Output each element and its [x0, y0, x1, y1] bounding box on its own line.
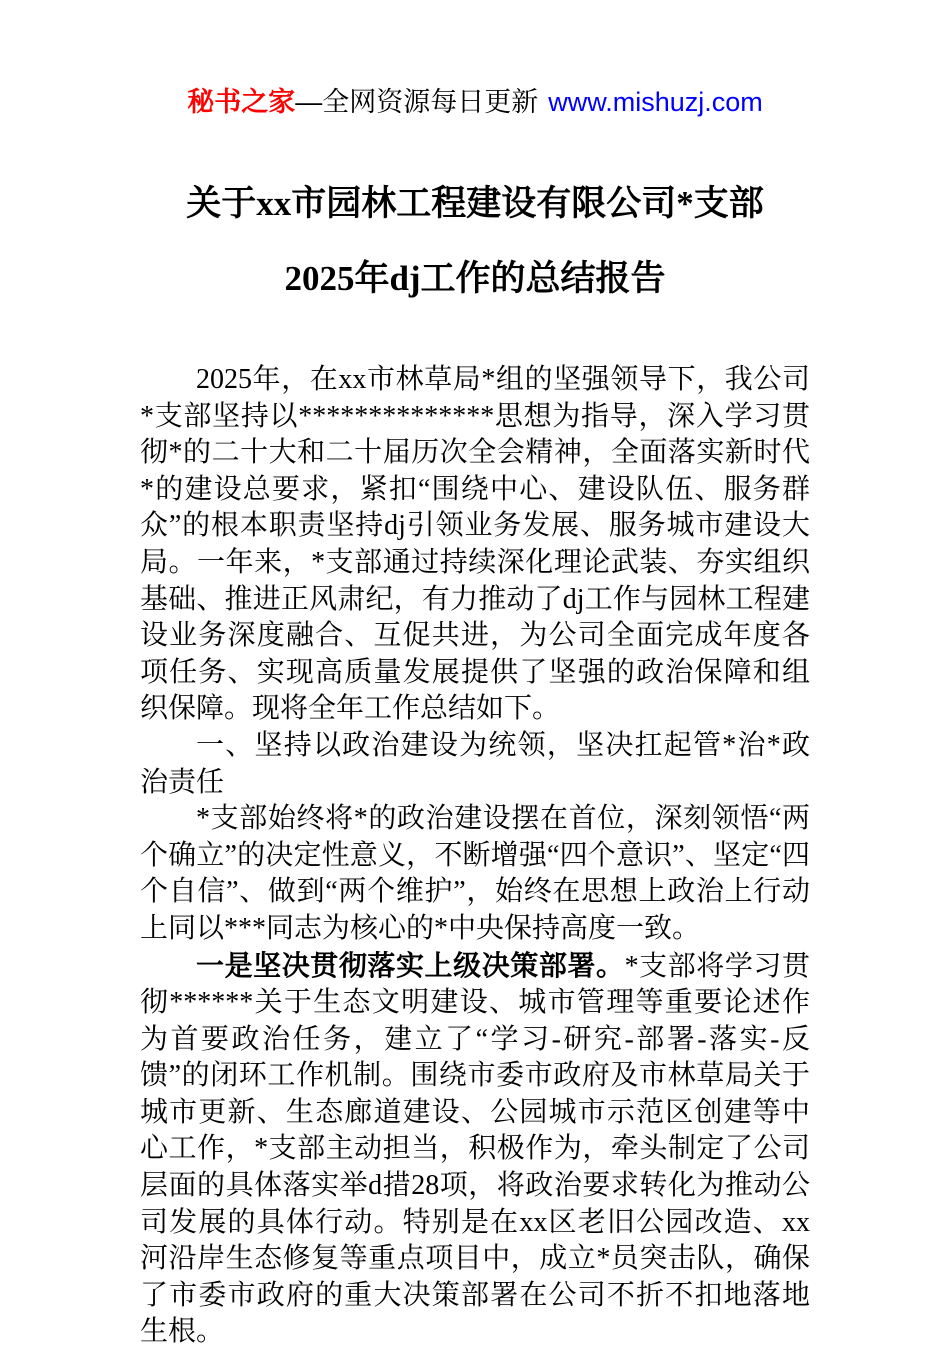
site-brand: 秘书之家 — [187, 87, 295, 117]
site-header — [0, 86, 950, 118]
paragraph-first-point-lead: 一是坚决贯彻落实上级决策部署。 — [196, 950, 625, 981]
site-url-link[interactable]: www.mishuzj.com — [548, 87, 763, 117]
document-title — [120, 166, 830, 316]
document-body — [140, 362, 810, 1351]
paragraph-first-point-text: *支部将学习贯彻******关于生态文明建设、城市管理等重要论述作为首要政治任务，建立了“学习-研究-部署-落实-反馈”的闭环工作机制。围绕市委市政府及市林草局关于城市更新、生态廊道建设、公园城市示范区创建等中心工作，*支部主动担当，积极作为，牵头制定了公司层面的具体落实举d措28项，将政治要求转化为推动公司发展的具体行动。特别是在xx区老旧公园改造、xx河沿岸生态修复等重点项目中，成立*员突击队，确保了市委市政府的重大决策部署在公司不折不扣地落地生根。 — [140, 951, 810, 1348]
paragraph-first-point — [140, 948, 810, 1351]
site-tagline: —全网资源每日更新 — [295, 87, 538, 117]
document-title-line1: 关于xx市园林工程建设有限公司*支部 — [120, 166, 830, 241]
document-title-line2: 2025年dj工作的总结报告 — [120, 241, 830, 316]
section-heading-1: 一、坚持以政治建设为统领，坚决扛起管*治*政治责任 — [140, 728, 810, 801]
paragraph-intro: 2025年，在xx市林草局*组的坚强领导下，我公司*支部坚持以**************思想为指导，深入学习贯彻*的二十大和二十届历次全会精神，全面落实新时代*的建设总要求，紧扣“围绕中心、建设队伍、服务群众”的根本职责坚持dj引领业务发展、服务城市建设大局。一年来，*支部通过持续深化理论武装、夯实组织基础、推进正风肃纪，有力推动了dj工作与园林工程建设业务深度融合、互促共进，为公司全面完成年度各项任务、实现高质量发展提供了坚强的政治保障和组织保障。现将全年工作总结如下。 — [140, 362, 810, 728]
paragraph-political-building: *支部始终将*的政治建设摆在首位，深刻领悟“两个确立”的决定性意义，不断增强“四个意识”、坚定“四个自信”、做到“两个维护”，始终在思想上政治上行动上同以***同志为核心的*中央保持高度一致。 — [140, 801, 810, 947]
